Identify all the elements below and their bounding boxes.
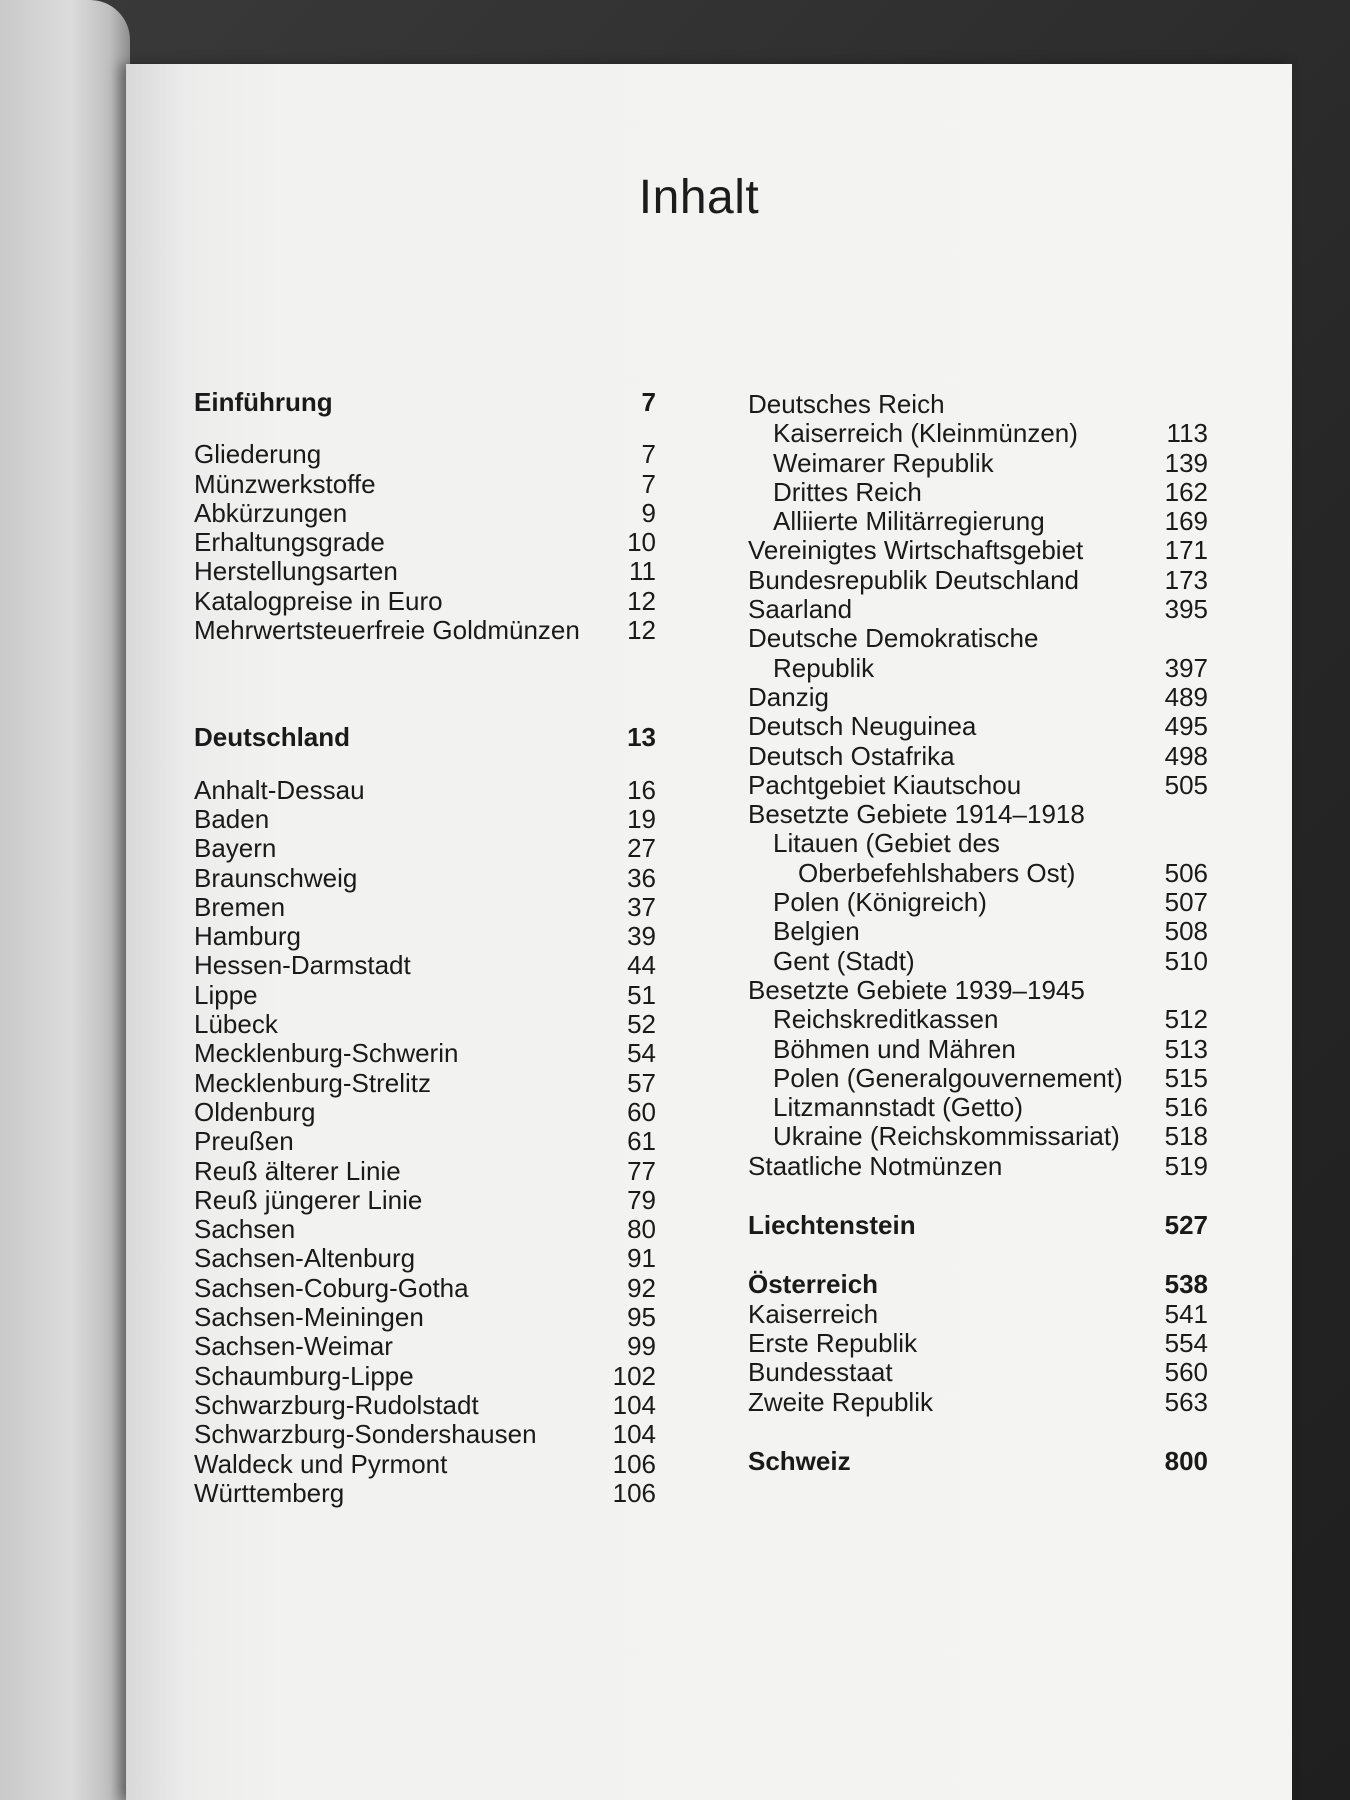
- toc-label: Gliederung: [194, 439, 322, 470]
- toc-page-number: 9: [641, 497, 656, 528]
- toc-page-number: 560: [1164, 1357, 1208, 1388]
- toc-label: Waldeck und Pyrmont: [194, 1448, 448, 1479]
- toc-label: Danzig: [748, 681, 829, 712]
- toc-label: Sachsen: [194, 1214, 296, 1245]
- toc-entry: [194, 470, 656, 499]
- toc-page-number: 508: [1164, 916, 1208, 947]
- toc-entry: [748, 449, 1208, 478]
- toc-label: Deutschland: [194, 722, 351, 753]
- toc-page-number: 102: [612, 1360, 656, 1391]
- toc-label: Kaiserreich (Kleinmünzen): [773, 418, 1078, 449]
- toc-entry: [748, 712, 1208, 741]
- toc-label: Weimarer Republik: [773, 447, 994, 478]
- toc-page-number: 104: [612, 1389, 656, 1420]
- toc-label: Gent (Stadt): [773, 945, 915, 976]
- toc-entry: [194, 557, 656, 586]
- toc-entry: [748, 1329, 1208, 1358]
- toc-page-number: 495: [1164, 711, 1208, 742]
- toc-group-heading: [748, 390, 1208, 419]
- toc-entry: [748, 1005, 1208, 1034]
- toc-page-number: 13: [627, 722, 656, 753]
- toc-label: Bayern: [194, 833, 277, 864]
- toc-entry: [194, 893, 656, 922]
- toc-label: Polen (Königreich): [773, 887, 987, 918]
- toc-entry: [194, 528, 656, 557]
- toc-label: Erste Republik: [748, 1327, 918, 1358]
- toc-entry: [194, 440, 656, 469]
- toc-page-number: 80: [627, 1214, 656, 1245]
- toc-entry: [194, 1039, 656, 1068]
- toc-entry: [194, 1069, 656, 1098]
- toc-label: Polen (Generalgouvernement): [773, 1062, 1123, 1093]
- toc-label: Mecklenburg-Schwerin: [194, 1038, 459, 1069]
- toc-left-column: [194, 388, 656, 1508]
- toc-entry: [748, 1152, 1208, 1181]
- toc-page-number: 7: [641, 468, 656, 499]
- toc-page-number: 171: [1164, 535, 1208, 566]
- toc-entry: [748, 800, 1208, 829]
- toc-label: Reichskreditkassen: [773, 1004, 999, 1035]
- toc-entry: [194, 1479, 656, 1508]
- toc-page-number: 505: [1164, 769, 1208, 800]
- toc-label: Einführung: [194, 387, 333, 417]
- toc-label: Alliierte Militärregierung: [773, 506, 1045, 537]
- toc-entry: [748, 1388, 1208, 1417]
- toc-label: Pachtgebiet Kiautschou: [748, 769, 1022, 800]
- toc-label: Hamburg: [194, 921, 301, 952]
- toc-page-number: 516: [1164, 1092, 1208, 1123]
- toc-page-number: 106: [612, 1448, 656, 1479]
- toc-entry: [194, 499, 656, 528]
- toc-page-number: 510: [1164, 945, 1208, 976]
- toc-entry: [748, 478, 1208, 507]
- toc-entry: [194, 1157, 656, 1186]
- toc-label: Kaiserreich: [748, 1298, 879, 1329]
- toc-entry: [194, 587, 656, 616]
- toc-label: Besetzte Gebiete 1939–1945: [748, 974, 1085, 1005]
- toc-entry: [748, 1122, 1208, 1151]
- toc-label: Katalogpreise in Euro: [194, 585, 443, 616]
- toc-entry: [194, 1186, 656, 1215]
- toc-page-number: 54: [627, 1038, 656, 1069]
- toc-right-column: [748, 390, 1208, 1476]
- toc-page-number: 7: [641, 387, 656, 417]
- toc-entry: [194, 1420, 656, 1449]
- toc-label: Abkürzungen: [194, 497, 348, 528]
- toc-page-number: 506: [1164, 857, 1208, 888]
- toc-page-number: 7: [641, 439, 656, 470]
- toc-entry: [194, 981, 656, 1010]
- toc-label: Mehrwertsteuerfreie Goldmünzen: [194, 615, 580, 646]
- toc-label: Oberbefehlshabers Ost): [798, 857, 1076, 888]
- toc-label: Vereinigtes Wirtschaftsgebiet: [748, 535, 1084, 566]
- toc-label: Lübeck: [194, 1009, 278, 1040]
- toc-label: Deutsches Reich: [748, 389, 945, 419]
- toc-page-number: 518: [1164, 1121, 1208, 1152]
- toc-entry: [194, 776, 656, 805]
- toc-entry: [194, 1127, 656, 1156]
- toc-entry: [748, 829, 1208, 858]
- toc-label: Preußen: [194, 1126, 294, 1157]
- toc-entry: [194, 1332, 656, 1361]
- toc-page-number: 800: [1164, 1445, 1208, 1476]
- toc-page-number: 44: [627, 950, 656, 981]
- toc-label: Sachsen-Meiningen: [194, 1302, 424, 1333]
- toc-label: Sachsen-Weimar: [194, 1331, 393, 1362]
- toc-label: Hessen-Darmstadt: [194, 950, 411, 981]
- toc-label: Lippe: [194, 979, 258, 1010]
- toc-page-number: 527: [1164, 1210, 1208, 1241]
- toc-page-number: 513: [1164, 1033, 1208, 1064]
- toc-page-number: 99: [627, 1331, 656, 1362]
- toc-label: Münzwerkstoffe: [194, 468, 376, 499]
- toc-page-number: 36: [627, 862, 656, 893]
- toc-label: Sachsen-Coburg-Gotha: [194, 1272, 469, 1303]
- toc-label: Schwarzburg-Sondershausen: [194, 1419, 537, 1450]
- toc-label: Liechtenstein: [748, 1210, 916, 1241]
- toc-label: Litauen (Gebiet des: [773, 828, 1000, 859]
- toc-label: Sachsen-Altenburg: [194, 1243, 416, 1274]
- toc-page-number: 554: [1164, 1327, 1208, 1358]
- toc-entry: [748, 566, 1208, 595]
- toc-page-number: 489: [1164, 681, 1208, 712]
- toc-page-number: 16: [627, 774, 656, 805]
- page-title: Inhalt: [638, 171, 760, 224]
- toc-page-number: 52: [627, 1009, 656, 1040]
- toc-page-number: 61: [627, 1126, 656, 1157]
- toc-page-number: 162: [1164, 476, 1208, 507]
- left-page-edge: [0, 0, 130, 1800]
- toc-label: Drittes Reich: [773, 476, 922, 507]
- toc-label: Schweiz: [748, 1445, 851, 1476]
- toc-label: Österreich: [748, 1269, 879, 1300]
- toc-entry: [748, 917, 1208, 946]
- toc-label: Reuß jüngerer Linie: [194, 1184, 423, 1215]
- toc-page-number: 37: [627, 891, 656, 922]
- toc-label: Mecklenburg-Strelitz: [194, 1067, 431, 1098]
- toc-entry: [748, 507, 1208, 536]
- toc-entry: [194, 1244, 656, 1273]
- toc-entry: [748, 536, 1208, 565]
- toc-page-number: 563: [1164, 1386, 1208, 1417]
- toc-page-number: 169: [1164, 506, 1208, 537]
- toc-entry: [748, 419, 1208, 448]
- toc-page-number: 512: [1164, 1004, 1208, 1035]
- toc-entry: [748, 683, 1208, 712]
- toc-section-oesterreich: [748, 1270, 1208, 1299]
- toc-entry: [748, 1093, 1208, 1122]
- toc-label: Schaumburg-Lippe: [194, 1360, 414, 1391]
- toc-entry: [748, 1300, 1208, 1329]
- toc-label: Besetzte Gebiete 1914–1918: [748, 799, 1085, 830]
- toc-page-number: 51: [627, 979, 656, 1010]
- toc-entry: [748, 976, 1208, 1005]
- toc-entry: [194, 616, 656, 645]
- toc-page-number: 395: [1164, 594, 1208, 625]
- toc-entry: [748, 771, 1208, 800]
- toc-page-number: 39: [627, 921, 656, 952]
- toc-label: Belgien: [773, 916, 860, 947]
- toc-entry: [194, 834, 656, 863]
- toc-section-einfuehrung: [194, 388, 656, 417]
- toc-entry: [194, 1303, 656, 1332]
- toc-entry: [194, 1215, 656, 1244]
- toc-entry: [194, 864, 656, 893]
- toc-page-number: 19: [627, 803, 656, 834]
- toc-label: Deutsche Demokratische: [748, 623, 1039, 654]
- toc-entry: [194, 951, 656, 980]
- toc-label: Schwarzburg-Rudolstadt: [194, 1389, 479, 1420]
- toc-page-number: 91: [627, 1243, 656, 1274]
- toc-entry: [194, 1010, 656, 1039]
- toc-label: Württemberg: [194, 1477, 345, 1508]
- toc-label: Bundesrepublik Deutschland: [748, 564, 1079, 595]
- toc-section-schweiz: [748, 1447, 1208, 1476]
- toc-entry: [748, 888, 1208, 917]
- toc-entry: [748, 624, 1208, 653]
- toc-label: Erhaltungsgrade: [194, 527, 385, 558]
- toc-section-liechtenstein: [748, 1211, 1208, 1240]
- toc-page-number: 92: [627, 1272, 656, 1303]
- toc-label: Republik: [773, 652, 875, 683]
- toc-page-number: 515: [1164, 1062, 1208, 1093]
- toc-page-number: 12: [627, 615, 656, 646]
- toc-entry: [194, 1450, 656, 1479]
- toc-entry: [748, 859, 1208, 888]
- toc-page-number: 519: [1164, 1150, 1208, 1181]
- toc-label: Litzmannstadt (Getto): [773, 1092, 1023, 1123]
- toc-label: Braunschweig: [194, 862, 358, 893]
- toc-section-deutschland: [194, 723, 656, 752]
- toc-label: Herstellungsarten: [194, 556, 398, 587]
- toc-page-number: 106: [612, 1477, 656, 1508]
- toc-page-number: 57: [627, 1067, 656, 1098]
- toc-page-number: 139: [1164, 447, 1208, 478]
- toc-label: Böhmen und Mähren: [773, 1033, 1016, 1064]
- toc-label: Bundesstaat: [748, 1357, 893, 1388]
- toc-entry: [748, 1358, 1208, 1387]
- toc-page-number: 77: [627, 1155, 656, 1186]
- toc-page-number: 11: [629, 556, 656, 587]
- toc-page-number: 538: [1164, 1269, 1208, 1300]
- toc-entry: [748, 947, 1208, 976]
- toc-label: Reuß älterer Linie: [194, 1155, 401, 1186]
- toc-label: Bremen: [194, 891, 286, 922]
- toc-label: Deutsch Neuguinea: [748, 711, 977, 742]
- toc-entry: [194, 1391, 656, 1420]
- toc-page-number: 173: [1164, 564, 1208, 595]
- toc-entry: [194, 1098, 656, 1127]
- toc-entry: [748, 595, 1208, 624]
- toc-page-number: 104: [612, 1419, 656, 1450]
- toc-entry: [748, 1035, 1208, 1064]
- toc-page-number: 27: [627, 833, 656, 864]
- toc-label: Baden: [194, 803, 270, 834]
- toc-page-number: 397: [1164, 652, 1208, 683]
- toc-label: Staatliche Notmünzen: [748, 1150, 1003, 1181]
- toc-page-number: 498: [1164, 740, 1208, 771]
- toc-page-number: 95: [627, 1302, 656, 1333]
- toc-label: Oldenburg: [194, 1096, 316, 1127]
- toc-entry: [748, 1064, 1208, 1093]
- toc-entry: [194, 1274, 656, 1303]
- toc-page-number: 12: [627, 585, 656, 616]
- toc-label: Anhalt-Dessau: [194, 774, 365, 805]
- toc-page-number: 60: [627, 1096, 656, 1127]
- toc-label: Deutsch Ostafrika: [748, 740, 955, 771]
- toc-entry: [194, 922, 656, 951]
- toc-entry: [194, 805, 656, 834]
- toc-entry: [194, 1362, 656, 1391]
- toc-label: Saarland: [748, 594, 853, 625]
- toc-label: Ukraine (Reichskommissariat): [773, 1121, 1120, 1152]
- toc-page-number: 113: [1166, 418, 1208, 449]
- toc-label: Zweite Republik: [748, 1386, 933, 1417]
- toc-page-number: 507: [1164, 887, 1208, 918]
- toc-entry: [748, 742, 1208, 771]
- toc-page-number: 10: [627, 527, 656, 558]
- toc-page-number: 541: [1164, 1298, 1208, 1329]
- toc-entry: [748, 654, 1208, 683]
- toc-page-number: 79: [627, 1184, 656, 1215]
